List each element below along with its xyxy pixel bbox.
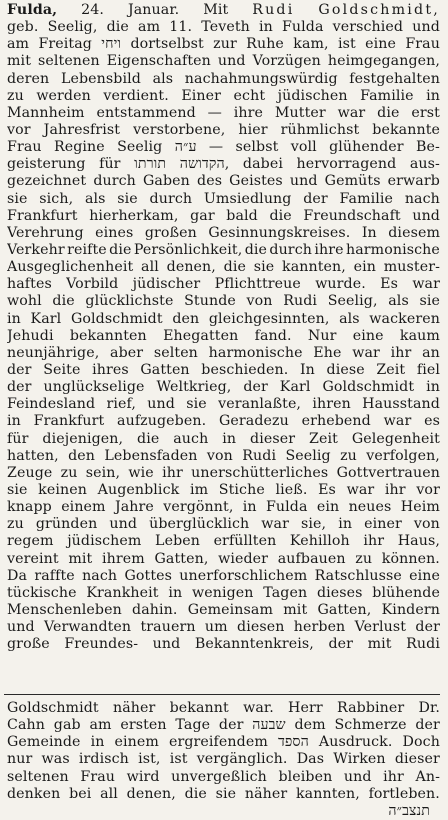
text-line: seltenen Frau wird unvergeßlich bleiben und ihr An-: [7, 768, 440, 785]
text-line: große Freundes- und Bekanntenkreis, der mit Rudi: [7, 636, 440, 653]
text-line: in Karl Goldschmidt den gleichgesinnten, als wackeren: [7, 310, 440, 327]
text-line: denken bei all denen, die sie näher kannten, fortleben.: [7, 785, 440, 802]
text-line: Mannheim entstammend — ihre Mutter war die erst: [7, 104, 440, 121]
text-line: deren Lebensbild als nachahmungswürdig festgehalten: [7, 70, 440, 87]
text-line: zu werden verdient. Einer echt jüdischen Familie in: [7, 87, 440, 104]
text-line: am Freitag ויחי dortselbst zur Ruhe kam, ist eine Frau: [7, 36, 440, 53]
text-line: Frankfurt hierherkam, gar bald die Freundschaft und: [7, 207, 440, 224]
text-line: haftes Vorbild jüdischer Pflichttreue wurde. Es war: [7, 276, 440, 293]
closing-abbreviation: תנצב״ה: [388, 802, 430, 819]
article-column: [7, 2, 440, 653]
text-line: vor Jahresfrist verstorbene, hier rühmlichst bekannte: [7, 121, 440, 138]
text-line: neunjährige, aber selten harmonische Ehe war ihr an: [7, 344, 440, 361]
text-line: Fulda, 24. Januar. Mit Rudi Goldschmidt,: [7, 2, 440, 18]
text-line: Jehudi bekannten Ehegatten fand. Nur eine kaum: [7, 327, 440, 344]
text-line: der unglückselige Weltkrieg, der Karl Goldschmidt in: [7, 379, 440, 396]
text-line: zu gründen und überglücklich war sie, in einer von: [7, 516, 440, 533]
text-line: nur was irdisch ist, ist vergänglich. Das Wirken dieser: [7, 751, 440, 768]
text-line: Verkehr reifte die Persönlichkeit, die durch ihre harmonische: [7, 241, 440, 258]
text-line: Ausgeglichenheit all denen, die sie kannten, ein muster-: [7, 259, 440, 276]
text-line: für diejenigen, die auch in dieser Zeit Gelegenheit: [7, 430, 440, 447]
text-line: gezeichnet durch Gaben des Geistes und Gemüts erwarb: [7, 173, 440, 190]
text-line: Verehrung eines großen Gesinnungskreises. In diesem: [7, 224, 440, 241]
text-line: Gemeinde in einem ergreifendem הספד Ausdruck. Doch: [7, 734, 440, 751]
text-line: geb. Seelig, die am 11. Teveth in Fulda verschied und: [7, 19, 440, 36]
text-line: Da raffte nach Gottes unerforschlichem Ratschlusse eine: [7, 567, 440, 584]
text-line: regem jüdischem Leben erfüllten Kehilloh ihr Haus,: [7, 533, 440, 550]
text-line: wohl die glücklichste Stunde von Rudi Seelig, als sie: [7, 293, 440, 310]
text-line: knapp einem Jahre vergönnt, in Fulda ein neues Heim: [7, 499, 440, 516]
text-line: sie keinen Augenblick im Stiche ließ. Es war ihr vor: [7, 481, 440, 498]
text-line: in Frankfurt aufzugeben. Geradezu erhebend war es: [7, 413, 440, 430]
text-line: Cahn gab am ersten Tage der שבעה dem Schmerze der: [7, 717, 440, 734]
text-line: Goldschmidt näher bekannt war. Herr Rabbiner Dr.: [7, 700, 440, 716]
text-line: vereint mit ihrem Gatten, wieder aufbauen zu können.: [7, 550, 440, 567]
text-line: Zeuge zu sein, wie ihr unerschütterliches Gottvertrauen: [7, 464, 440, 481]
text-line: sie sich, als sie durch Umsiedlung der Familie nach: [7, 190, 440, 207]
text-line: Menschenleben dahin. Gemeinsam mit Gatten, Kindern: [7, 601, 440, 618]
column-divider: [4, 694, 440, 695]
text-line: Frau Regine Seelig ע״ה — selbst voll glühender Be-: [7, 139, 440, 156]
text-line: der Seite ihres Gatten beschieden. In diese Zeit fiel: [7, 361, 440, 378]
text-line: mit seltenen Eigenschaften und Vorzügen heimgegangen,: [7, 53, 440, 70]
text-line: und Verwandten trauern um diesen herben Verlust der: [7, 619, 440, 636]
text-line: hatten, den Lebensfaden von Rudi Seelig zu verfolgen,: [7, 447, 440, 464]
text-line: tückische Krankheit in wenigen Tagen dieses blühende: [7, 584, 440, 601]
article-continuation: [7, 700, 440, 820]
text-line: Feindesland rief, und sie veranlaßte, ihren Hausstand: [7, 396, 440, 413]
text-line: geisterung für תורתו הקדושה, dabei hervorragend aus-: [7, 156, 440, 173]
